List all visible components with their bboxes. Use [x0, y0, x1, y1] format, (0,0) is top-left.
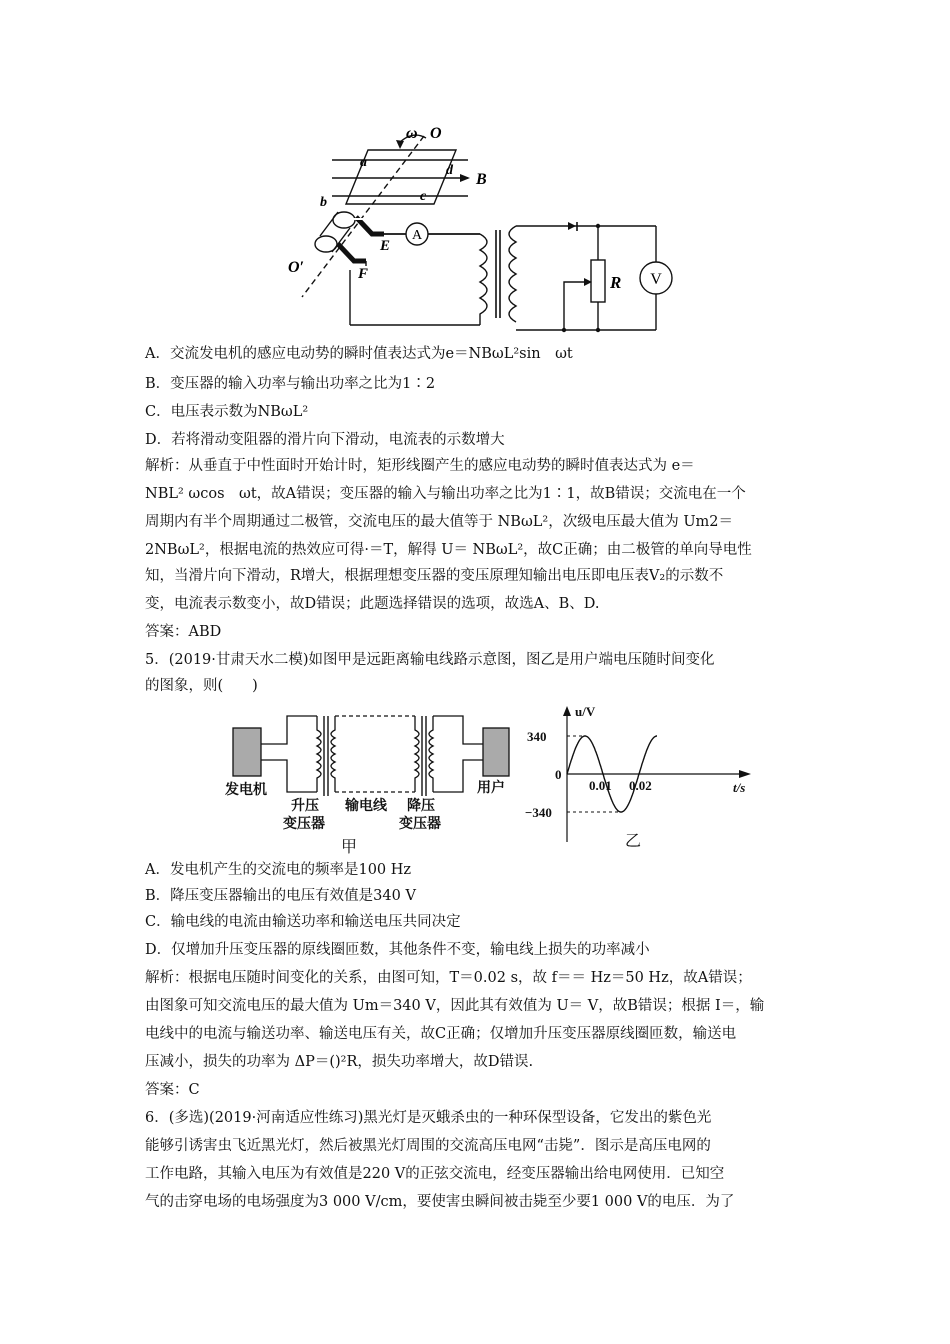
- q5-stem-1: 5．(2019·甘肃天水二模)如图甲是远距离输电线路示意图，图乙是用户端电压随时间变化: [145, 652, 715, 668]
- q4-option-d: D．若将滑动变阻器的滑片向下滑动，电流表的示数增大: [145, 432, 505, 448]
- q5-analysis-3: 电线中的电流与输送功率、输送电压有关，故C正确；仅增加升压变压器原线圈匝数，输送电: [145, 1026, 737, 1042]
- step-up-secondary: [331, 716, 335, 792]
- voltage-time-chart: [525, 702, 765, 852]
- q4-option-a: A．交流发电机的感应电动势的瞬时值表达式为e＝NBωL²sin ωt: [145, 346, 573, 362]
- side-c-label: c: [420, 189, 427, 204]
- y-axis-label: u/V: [575, 704, 596, 719]
- q5-option-d: D．仅增加升压变压器的原线圈匝数，其他条件不变，输电线上损失的功率减小: [145, 942, 650, 958]
- user-label: 用户: [477, 781, 505, 796]
- x-axis-label: t/s: [733, 780, 746, 795]
- q5-analysis-2: 由图象可知交流电压的最大值为 Um＝340 V，因此其有效值为 U＝ V，故B错误；根据 I＝，输: [145, 998, 765, 1014]
- side-a-label: a: [360, 155, 367, 170]
- field-b-label: B: [476, 171, 487, 188]
- axis-o-prime-label: O′: [288, 259, 305, 276]
- q4-analysis-6: 变，电流表示数变小，故D错误；此题选择错误的选项，故选A、B、D.: [145, 596, 600, 612]
- voltmeter-label: V: [650, 271, 662, 288]
- generator-label: 发电机: [225, 783, 267, 798]
- user-block: [483, 728, 509, 776]
- figure-yi-caption: 乙: [625, 833, 642, 850]
- y-tick-label: −340: [525, 805, 552, 820]
- q4-analysis-1: 解析：从垂直于中性面时开始计时，矩形线圈产生的感应电动势的瞬时值表达式为 e＝: [145, 458, 695, 474]
- y-tick-label: 0: [555, 767, 562, 782]
- resistor-label: R: [610, 273, 622, 292]
- q4-option-c: C．电压表示数为NBωL²: [145, 404, 309, 420]
- q5-analysis-4: 压减小，损失的功率为 ΔP＝()²R，损失功率增大，故D错误.: [145, 1054, 534, 1070]
- q5-option-c: C．输电线的电流由输送功率和输送电压共同决定: [145, 914, 461, 930]
- axis-o-label: O: [430, 125, 442, 142]
- q4-analysis-2: NBL² ωcos ωt，故A错误；变压器的输入与输出功率之比为1∶1，故B错误；交流电在一个: [145, 486, 746, 502]
- q6-line-3: 工作电路，其输入电压为有效值是220 V的正弦交流电，经变压器输出给电网使用．已知空: [145, 1166, 725, 1182]
- brush-f-label: F: [358, 266, 369, 282]
- rheostat-slider: [564, 282, 588, 330]
- q5-option-a: A．发电机产生的交流电的频率是100 Hz: [145, 862, 412, 878]
- y-axis-arrow-icon: [563, 706, 571, 716]
- omega-label: ω: [406, 125, 418, 142]
- q4-option-b: B．变压器的输入功率与输出功率之比为1∶2: [145, 376, 436, 392]
- q5-option-b: B．降压变压器输出的电压有效值是340 V: [145, 888, 416, 904]
- q6-line-1: 6．(多选)(2019·河南适应性练习)黑光灯是灭蛾杀虫的一种环保型设备，它发出的紫色光: [145, 1110, 712, 1126]
- q6-line-2: 能够引诱害虫飞近黑光灯，然后被黑光灯周围的交流高压电网“击毙”．图示是高压电网的: [145, 1138, 711, 1154]
- figure-jia-caption: 甲: [341, 839, 358, 856]
- step-down-label-2: 变压器: [399, 817, 441, 832]
- q6-line-4: 气的击穿电场的电场强度为3 000 V/cm，要使害虫瞬间被击毙至少要1 000 V的电压．为了: [145, 1194, 735, 1210]
- transmission-diagram: [225, 712, 525, 857]
- q5-analysis-1: 解析：根据电压随时间变化的关系，由图可知，T＝0.02 s，故 f＝＝ Hz＝50 Hz，故A错误；: [145, 970, 752, 986]
- x-axis-arrow-icon: [739, 770, 751, 778]
- side-b-label: b: [320, 195, 327, 210]
- transmission-line-label: 输电线: [345, 799, 387, 814]
- q5-answer: 答案：C: [145, 1082, 200, 1098]
- step-up-label-2: 变压器: [283, 817, 325, 832]
- step-down-primary: [415, 716, 419, 792]
- q4-analysis-3: 周期内有半个周期通过二极管，交流电压的最大值等于 NBωL²，次级电压最大值为 Um2＝: [145, 514, 734, 530]
- step-up-label-1: 升压: [291, 799, 319, 814]
- step-up-primary: [317, 716, 321, 792]
- q4-analysis-4: 2NBωL²，根据电流的热效应可得·＝T，解得 U＝ NBωL²，故C正确；由二极管的单向导电性: [145, 542, 752, 558]
- ammeter-label: A: [411, 228, 423, 243]
- q4-analysis-5: 知，当滑片向下滑动，R增大，根据理想变压器的变压原理知输出电压即电压表V₂的示数不: [145, 568, 724, 584]
- step-down-secondary: [429, 716, 433, 792]
- secondary-circuit: [500, 222, 680, 334]
- rheostat: [591, 260, 605, 302]
- side-d-label: d: [446, 163, 453, 178]
- x-tick-label: 0.02: [629, 778, 652, 793]
- q5-stem-2: 的图象，则( ): [145, 678, 258, 694]
- generator-labels: [280, 122, 510, 337]
- q4-answer: 答案：ABD: [145, 624, 222, 640]
- brush-e-label: E: [380, 238, 391, 254]
- generator-block: [233, 728, 261, 776]
- x-tick-label: 0.01: [589, 778, 612, 793]
- y-tick-label: 340: [527, 729, 547, 744]
- step-down-label-1: 降压: [407, 799, 435, 814]
